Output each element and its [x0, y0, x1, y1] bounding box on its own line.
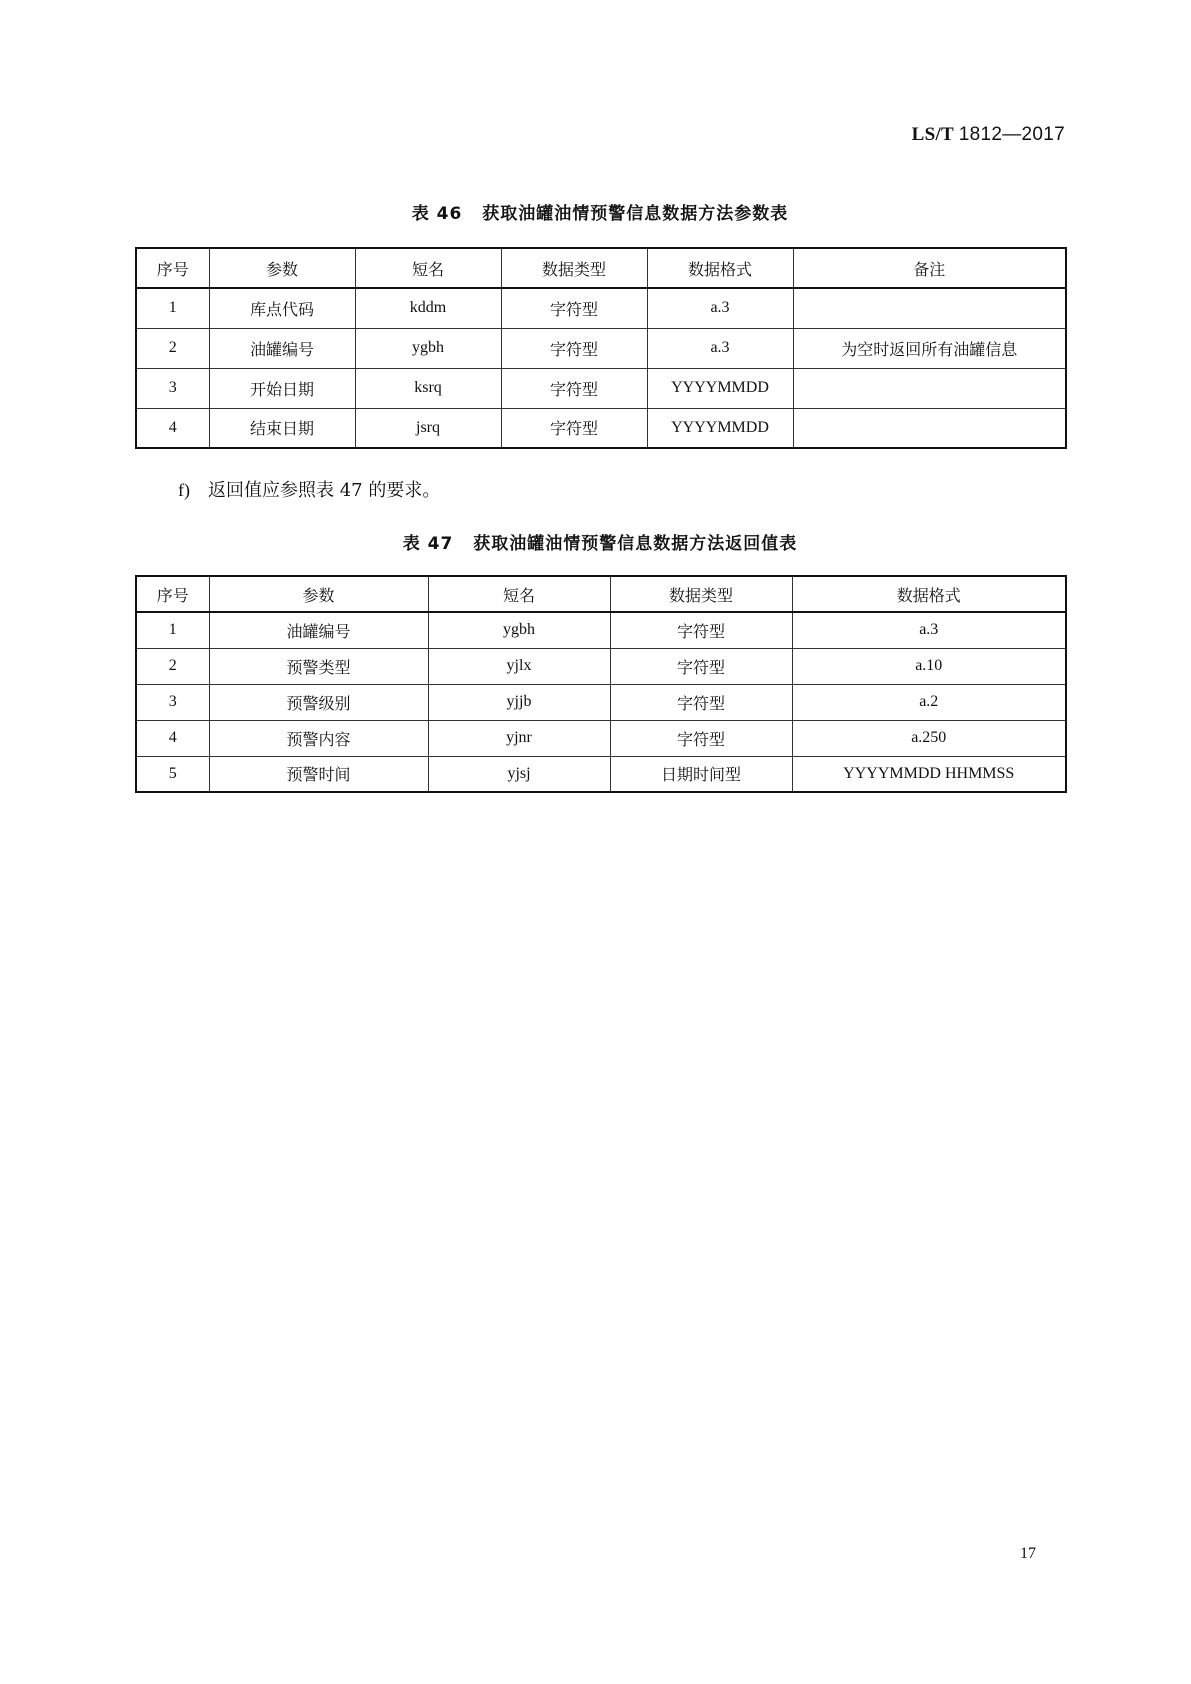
- cell-data-type: 字符型: [501, 368, 647, 408]
- header-cell: 短名: [355, 248, 501, 288]
- header-cell: 短名: [428, 576, 610, 612]
- table-row: [136, 328, 1066, 368]
- cell-index: 2: [136, 648, 209, 684]
- cell-data-type: 字符型: [501, 408, 647, 448]
- header-cell: 参数: [209, 576, 428, 612]
- table-row: [136, 756, 1066, 792]
- table-row: [136, 288, 1066, 328]
- cell-param: 库点代码: [209, 288, 355, 328]
- table-47-label: 表 47: [402, 534, 454, 554]
- cell-short-name: yjjb: [428, 684, 610, 720]
- cell-short-name: ksrq: [355, 368, 501, 408]
- cell-short-name: yjsj: [428, 756, 610, 792]
- header-cell: 参数: [209, 248, 355, 288]
- cell-short-name: ygbh: [355, 328, 501, 368]
- cell-index: 5: [136, 756, 209, 792]
- table-row: [136, 368, 1066, 408]
- table-header-row: [136, 248, 1066, 288]
- cell-index: 3: [136, 684, 209, 720]
- table-46-caption: [135, 199, 1065, 224]
- cell-short-name: yjnr: [428, 720, 610, 756]
- cell-param: 结束日期: [209, 408, 355, 448]
- header-cell: 备注: [793, 248, 1066, 288]
- header-cell: 数据类型: [501, 248, 647, 288]
- cell-param: 油罐编号: [209, 328, 355, 368]
- cell-param: 预警内容: [209, 720, 428, 756]
- paragraph-text: 返回值应参照表 47 的要求。: [208, 480, 441, 501]
- table-47: [135, 575, 1067, 793]
- cell-data-format: YYYYMMDD: [647, 408, 793, 448]
- cell-remark: [793, 368, 1066, 408]
- cell-data-format: a.10: [792, 648, 1066, 684]
- cell-data-format: a.2: [792, 684, 1066, 720]
- cell-index: 2: [136, 328, 209, 368]
- table-row: [136, 612, 1066, 648]
- cell-data-format: YYYYMMDD: [647, 368, 793, 408]
- cell-short-name: ygbh: [428, 612, 610, 648]
- header-cell: 序号: [136, 576, 209, 612]
- cell-index: 1: [136, 288, 209, 328]
- standard-prefix: LS/T: [911, 124, 954, 145]
- table-row: [136, 684, 1066, 720]
- cell-data-format: a.3: [792, 612, 1066, 648]
- table-header-row: [136, 576, 1066, 612]
- cell-data-type: 字符型: [610, 612, 792, 648]
- page-number: 17: [1020, 1545, 1036, 1562]
- cell-index: 3: [136, 368, 209, 408]
- cell-param: 预警时间: [209, 756, 428, 792]
- cell-remark: 为空时返回所有油罐信息: [793, 328, 1066, 368]
- cell-param: 预警级别: [209, 684, 428, 720]
- cell-short-name: jsrq: [355, 408, 501, 448]
- cell-data-type: 日期时间型: [610, 756, 792, 792]
- cell-data-format: a.3: [647, 288, 793, 328]
- cell-data-format: a.3: [647, 328, 793, 368]
- table-46: [135, 247, 1067, 449]
- cell-data-format: YYYYMMDD HHMMSS: [792, 756, 1066, 792]
- header-cell: 序号: [136, 248, 209, 288]
- table-row: [136, 720, 1066, 756]
- cell-remark: [793, 288, 1066, 328]
- cell-data-type: 字符型: [501, 328, 647, 368]
- cell-data-type: 字符型: [610, 648, 792, 684]
- cell-data-format: a.250: [792, 720, 1066, 756]
- cell-param: 预警类型: [209, 648, 428, 684]
- table-46-title: 获取油罐油情预警信息数据方法参数表: [482, 204, 789, 224]
- cell-index: 1: [136, 612, 209, 648]
- standard-code: [912, 124, 1065, 146]
- cell-param: 开始日期: [209, 368, 355, 408]
- table-47-caption: [135, 529, 1065, 554]
- cell-index: 4: [136, 408, 209, 448]
- cell-data-type: 字符型: [610, 720, 792, 756]
- header-cell: 数据格式: [792, 576, 1066, 612]
- standard-number: 1812—2017: [958, 124, 1065, 145]
- return-value-paragraph: [178, 476, 440, 502]
- table-row: [136, 648, 1066, 684]
- table-row: [136, 408, 1066, 448]
- cell-remark: [793, 408, 1066, 448]
- cell-short-name: kddm: [355, 288, 501, 328]
- header-cell: 数据类型: [610, 576, 792, 612]
- table-46-label: 表 46: [411, 204, 463, 224]
- cell-data-type: 字符型: [501, 288, 647, 328]
- list-marker: f): [178, 480, 190, 500]
- header-cell: 数据格式: [647, 248, 793, 288]
- table-47-title: 获取油罐油情预警信息数据方法返回值表: [473, 534, 798, 554]
- cell-param: 油罐编号: [209, 612, 428, 648]
- cell-data-type: 字符型: [610, 684, 792, 720]
- cell-index: 4: [136, 720, 209, 756]
- cell-short-name: yjlx: [428, 648, 610, 684]
